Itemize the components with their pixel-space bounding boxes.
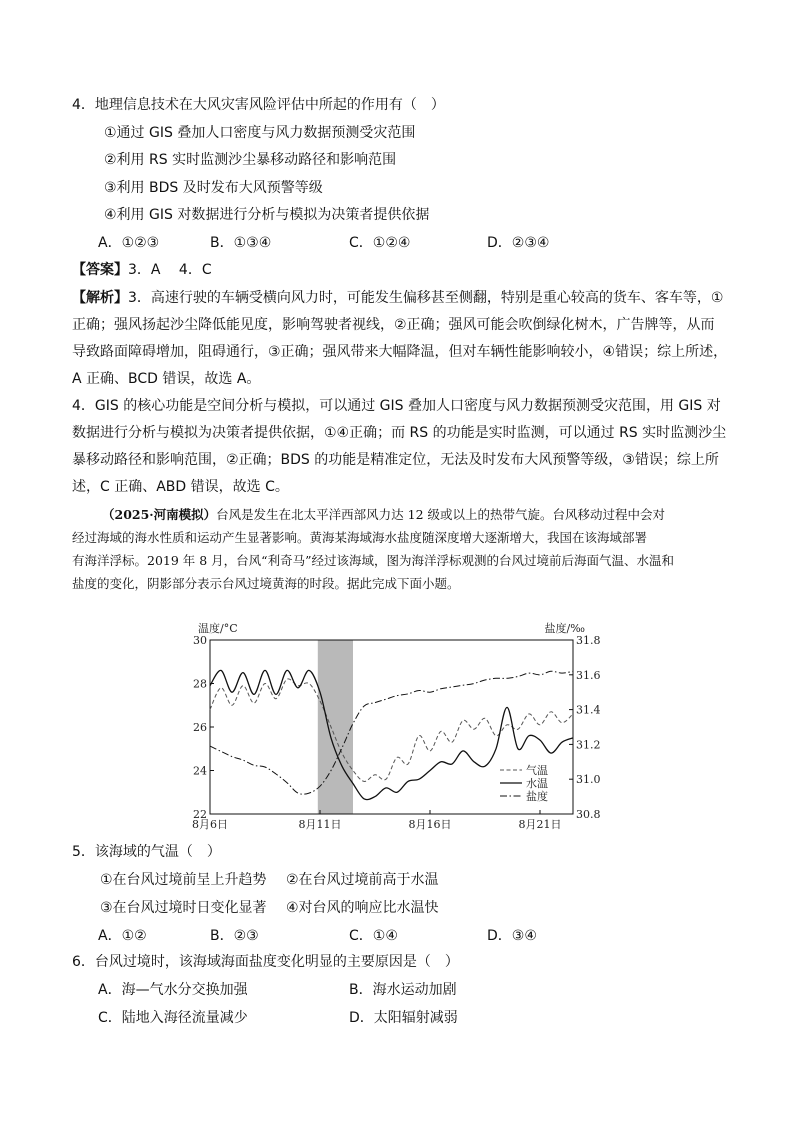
x-tick-label: 8月16日: [408, 818, 452, 831]
analysis-text-1: 3．高速行驶的车辆受横向风力时，可能发生偏移甚至侧翻，特别是重心较高的货车、客车等，①: [128, 290, 724, 306]
y-right-tick-label: 31.2: [576, 738, 601, 752]
q5-item-3: ③在台风过境时日变化显著: [100, 900, 267, 916]
typhoon-chart: [190, 618, 610, 838]
intro-line-1: [102, 504, 752, 526]
y-left-tick-label: 24: [193, 764, 207, 778]
y-left-tick-label: 28: [193, 677, 207, 691]
intro-line-4: 盐度的变化，阴影部分表示台风过境黄海的时段。据此完成下面小题。: [72, 576, 460, 591]
q4-item-2: ②利用 RS 实时监测沙尘暴移动路径和影响范围: [104, 152, 397, 168]
y-right-tick-label: 31.6: [576, 668, 601, 682]
q4-option-c: C．①②④: [349, 235, 411, 251]
y-right-tick-label: 31.0: [576, 773, 601, 787]
q4-item-1: ①通过 GIS 叠加人口密度与风力数据预测受灾范围: [104, 125, 416, 141]
q4-item-4: ④利用 GIS 对数据进行分析与模拟为决策者提供依据: [104, 207, 430, 223]
analysis-line-1: [72, 289, 723, 307]
water-temperature-line: [210, 670, 573, 799]
air-temperature-line: [210, 679, 573, 782]
q5-option-a: A．①②: [98, 928, 147, 944]
q6-option-a: A．海—气水分交换加强: [98, 982, 248, 998]
intro-text-1: 台风是发生在北太平洋西部风力达 12 级或以上的热带气旋。台风移动过程中会对: [216, 507, 666, 522]
analysis-line-3: 导致路面障碍增加，阻碍通行，③正确；强风带来大幅降温，但对车辆性能影响较小，④错误；综上所述，: [72, 344, 728, 360]
analysis-line-7: 暴移动路径和影响范围，②正确；BDS 的功能是精准定位，无法及时发布大风预警等级，③错误；综上所: [72, 452, 719, 468]
q4-option-b: B．①③④: [210, 235, 272, 251]
intro-line-2: 经过海域的海水性质和运动产生显著影响。黄海某海域海水盐度随深度增大逐渐增大，我国在该海域部署: [72, 530, 648, 545]
y-right-tick-label: 31.8: [576, 634, 601, 647]
q4-option-d: D．②③④: [487, 235, 550, 251]
q5-option-d: D．③④: [487, 928, 537, 944]
q5-option-c: C．①④: [349, 928, 398, 944]
legend-label-air-temperature: 气温: [526, 764, 548, 777]
analysis-line-8: 述，C 正确、ABD 错误，故选 C。: [72, 479, 289, 495]
q5-option-b: B．②③: [210, 928, 259, 944]
intro-line-3: 有海洋浮标。2019 年 8 月，台风“利奇马”经过该海域，图为海洋浮标观测的台风过境前后海面气温、水温和: [72, 553, 674, 568]
intro-source: （2025·河南模拟）: [102, 507, 217, 522]
analysis-line-5: 4．GIS 的核心功能是空间分析与模拟，可以通过 GIS 叠加人口密度与风力数据预测受灾范围，用 GIS 对: [72, 398, 721, 414]
x-tick-label: 8月11日: [298, 818, 342, 831]
q6-option-c: C．陆地入海径流量减少: [98, 1010, 248, 1026]
y-left-tick-label: 22: [193, 808, 207, 821]
legend-label-water-temperature: 水温: [526, 777, 548, 790]
y-right-axis-label: 盐度/‰: [544, 622, 585, 635]
analysis-line-4: A 正确、BCD 错误，故选 A。: [72, 371, 261, 387]
analysis-line-2: 正确；强风扬起沙尘降低能见度，影响驾驶者视线，②正确；强风可能会吹倒绿化树木，广告牌等，从而: [72, 317, 715, 333]
q4-option-a: A．①②③: [98, 235, 160, 251]
answer-line: [72, 261, 212, 279]
q6-option-b: B．海水运动加剧: [349, 982, 457, 998]
q4-stem: 4．地理信息技术在大风灾害风险评估中所起的作用有（ ）: [72, 97, 445, 113]
q6-option-d: D．太阳辐射减弱: [349, 1010, 458, 1026]
plot-frame: [210, 640, 573, 814]
legend-label-salinity: 盐度: [526, 790, 548, 803]
q6-stem: 6．台风过境时，该海域海面盐度变化明显的主要原因是（ ）: [72, 954, 459, 970]
analysis-line-6: 数据进行分析与模拟为决策者提供依据，①④正确；而 RS 的功能是实时监测，可以通过 RS 实时监测沙尘: [72, 425, 727, 441]
y-left-axis-label: 温度/°C: [198, 622, 238, 635]
answer-text: 3．A 4．C: [128, 262, 212, 278]
q4-item-3: ③利用 BDS 及时发布大风预警等级: [104, 180, 323, 196]
q5-stem: 5．该海域的气温（ ）: [72, 844, 221, 860]
answer-label: 【答案】: [72, 262, 128, 278]
typhoon-shaded-period: [318, 640, 353, 814]
y-left-tick-label: 30: [193, 634, 207, 647]
x-tick-label: 8月6日: [192, 818, 228, 831]
y-right-tick-label: 30.8: [576, 808, 601, 821]
q5-item-2: ②在台风过境前高于水温: [286, 872, 439, 888]
q5-item-1: ①在台风过境前呈上升趋势: [100, 872, 267, 888]
analysis-label: 【解析】: [72, 290, 128, 306]
y-left-tick-label: 26: [193, 721, 207, 734]
x-tick-label: 8月21日: [518, 818, 562, 831]
q5-item-4: ④对台风的响应比水温快: [286, 900, 439, 916]
salinity-line: [210, 671, 573, 794]
y-right-tick-label: 31.4: [576, 703, 601, 717]
